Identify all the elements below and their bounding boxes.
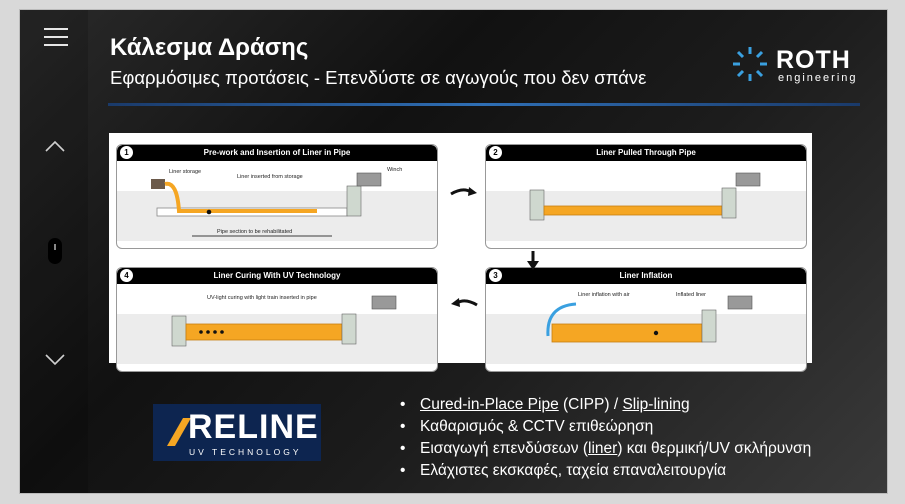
arrow-left-icon — [449, 296, 479, 310]
bullet-liner-pre: Εισαγωγή επενδύσεων ( — [420, 440, 589, 457]
title-divider — [108, 103, 860, 106]
bullet-cipp-term: Cured-in-Place Pipe — [420, 396, 559, 413]
label-liner-inflation-air: Liner inflation with air — [578, 292, 630, 298]
label-inflated-liner: Inflated liner — [676, 292, 706, 298]
slide-subtitle: Εφαρμόσιμες προτάσεις - Επενδύστε σε αγωγούς που δεν σπάνε — [110, 67, 647, 88]
label-winch: Winch — [387, 167, 403, 173]
slide — [20, 10, 887, 493]
bullet-sliplining-term: Slip-lining — [622, 396, 690, 413]
panel-4-title: Liner Curing With UV Technology — [117, 268, 437, 284]
process-diagram — [109, 133, 812, 363]
bullet-liner-post: ) και θερμική/UV σκλήρυνση — [617, 440, 812, 457]
menu-icon[interactable] — [44, 28, 68, 46]
panel-4-illustration — [117, 284, 438, 372]
panel-1-number: 1 — [118, 144, 135, 161]
label-liner-inserted: Liner inserted from storage — [237, 174, 303, 180]
mouse-icon — [48, 238, 62, 264]
reline-logo — [153, 404, 321, 461]
panel-1-title: Pre-work and Insertion of Liner in Pipe — [117, 145, 437, 161]
bullet-item: • Καθαρισμός & CCTV επιθεώρηση — [398, 416, 811, 438]
arrow-right-icon — [449, 185, 479, 199]
panel-3-title: Liner Inflation — [486, 268, 806, 284]
bullet-cipp-abbr: (CIPP) / — [558, 396, 623, 413]
bullet-liner-term: liner — [588, 440, 618, 457]
panel-3-illustration — [486, 284, 807, 372]
presentation-side-rail — [20, 10, 88, 493]
arrow-down-icon — [525, 251, 541, 271]
bullet-item: • Ελάχιστες εκσκαφές, ταχεία επαναλειτουργία — [398, 460, 811, 482]
panel-3 — [485, 267, 807, 372]
panel-2-number: 2 — [487, 144, 504, 161]
panel-3-number: 3 — [487, 267, 504, 284]
roth-subtitle: engineering — [778, 72, 858, 84]
panel-4 — [116, 267, 438, 372]
panel-2 — [485, 144, 807, 249]
roth-name: ROTH — [776, 46, 851, 74]
panel-1-illustration — [117, 161, 438, 249]
roth-logo — [730, 42, 870, 88]
chevron-up-icon[interactable] — [44, 136, 66, 158]
bullet-item — [398, 394, 811, 416]
panel-4-number: 4 — [118, 267, 135, 284]
slide-frame — [20, 10, 887, 493]
bullet-item — [398, 438, 811, 460]
panel-1 — [116, 144, 438, 249]
slide-title: Κάλεσμα Δράσης — [110, 34, 309, 61]
label-pipe-section: Pipe section to be rehabilitated — [217, 229, 293, 235]
panel-2-title: Liner Pulled Through Pipe — [486, 145, 806, 161]
reline-name: RELINE — [188, 408, 319, 446]
label-liner-storage: Liner storage — [169, 169, 202, 175]
reline-subtitle: UV TECHNOLOGY — [189, 447, 302, 457]
label-uv-curing: UV-light curing with light train inserted in pipe — [207, 295, 317, 301]
bullet-list — [398, 394, 811, 482]
panel-2-illustration — [486, 161, 807, 249]
roth-emblem-icon — [730, 44, 770, 84]
chevron-down-icon[interactable] — [44, 348, 66, 370]
